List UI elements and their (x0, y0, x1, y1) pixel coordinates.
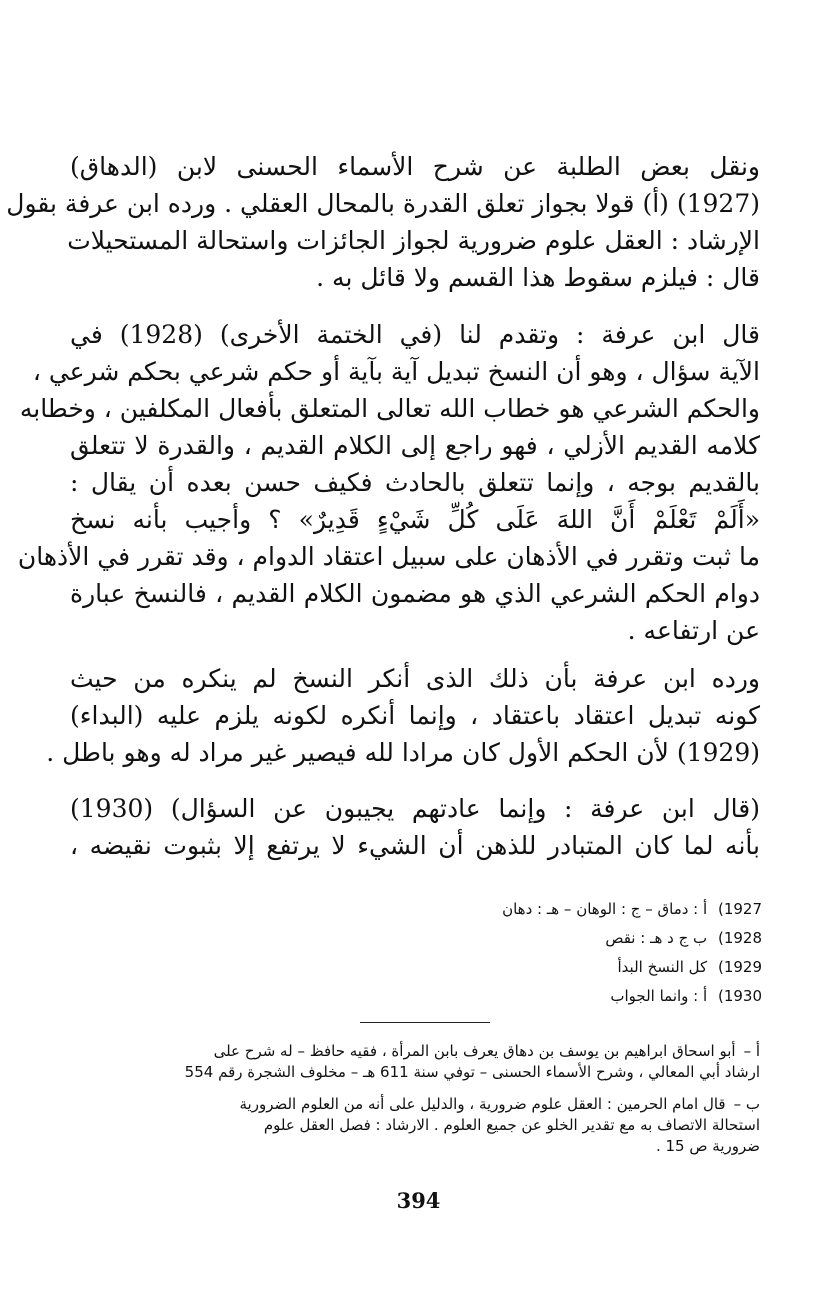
variant-note-number: 1927) (717, 900, 762, 918)
text-line: (1927) (أ) قولا بجواز تعلق القدرة بالمحال العقلي . ورده ابن عرفة بقول (6, 189, 760, 218)
variant-note (342, 895, 762, 924)
paragraph-2 (17, 316, 760, 649)
variant-note (342, 953, 762, 982)
text-line: قال ابن عرفة : وتقدم لنا (في الختمة الأخرى) (1928) في (70, 320, 760, 349)
variant-note-number: 1928) (717, 929, 762, 947)
text-line: ورده ابن عرفة بأن ذلك الذى أنكر النسخ لم ينكره من حيث (70, 664, 760, 693)
paragraph-3 (46, 660, 760, 771)
footnote-divider (360, 1022, 490, 1023)
footnote-line (85, 1094, 760, 1115)
footnote-marker: ب – (733, 1095, 760, 1113)
footnote-b (85, 1094, 760, 1157)
text-line: كلامه القديم الأزلي ، فهو راجع إلى الكلام القديم ، والقدرة لا تتعلق (70, 431, 760, 460)
variant-note-number: 1930) (717, 987, 762, 1005)
footnote-text: أبو اسحاق ابراهيم بن يوسف بن دهاق يعرف بابن المرأة ، فقيه حافظ – له شرح على (213, 1042, 736, 1060)
text-line: ونقل بعض الطلبة عن شرح الأسماء الحسنى لابن (الدهاق) (70, 152, 760, 181)
page-number: 394 (396, 1188, 441, 1213)
text-line: قال : فيلزم سقوط هذا القسم ولا قائل به . (316, 263, 760, 292)
variant-note-text: كل النسخ البدأ (617, 958, 708, 976)
text-line: والحكم الشرعي هو خطاب الله تعالى المتعلق بأفعال المكلفين ، وخطابه (19, 394, 760, 423)
paragraph-4 (70, 790, 760, 864)
text-line: الإرشاد : العقل علوم ضرورية لجواز الجائزات واستحالة المستحيلات (67, 226, 760, 255)
footnote-line: ضرورية ص 15 . (655, 1137, 760, 1155)
paragraph-1 (6, 148, 760, 296)
footnote-a (85, 1041, 760, 1083)
text-line: بالقديم بوجه ، وإنما تتعلق بالحادث فكيف حسن بعده أن يقال : (70, 468, 760, 497)
variant-note (342, 924, 762, 953)
footnote-line (85, 1041, 760, 1062)
text-line: دوام الحكم الشرعي الذي هو مضمون الكلام القديم ، فالنسخ عبارة (70, 579, 760, 608)
variant-note (342, 982, 762, 1011)
text-line: (1929) لأن الحكم الأول كان مرادا لله فيصير غير مراد له وهو باطل . (46, 738, 760, 767)
text-line: بأنه لما كان المتبادر للذهن أن الشيء لا يرتفع إلا بثبوت نقيضه ، (70, 831, 760, 860)
text-line: عن ارتفاعه . (627, 616, 760, 645)
variant-note-text: أ : وانما الجواب (610, 987, 708, 1005)
quran-quote-line: «أَلَمْ تَعْلَمْ أَنَّ اللهَ عَلَى كُلِّ شَيْءٍ قَدِيرٌ» ؟ وأجيب بأنه نسخ (70, 505, 760, 534)
variant-note-text: ب ج د هـ : نقص (605, 929, 708, 947)
footnote-text: قال امام الحرمين : العقل علوم ضرورية ، والدليل على أنه من العلوم الضرورية (239, 1095, 726, 1113)
text-line: الآية سؤال ، وهو أن النسخ تبديل آية بآية أو حكم شرعي بحكم شرعي ، (32, 357, 760, 386)
variant-readings-footnotes (342, 895, 762, 1011)
text-line: ما ثبت وتقرر في الأذهان على سبيل اعتقاد الدوام ، وقد تقرر في الأذهان (17, 542, 760, 571)
footnote-line: استحالة الاتصاف به مع تقدير الخلو عن جميع العلوم . الارشاد : فصل العقل علوم (263, 1116, 760, 1134)
variant-note-text: أ : دماق – ج : الوهان – هـ : دهان (502, 900, 708, 918)
variant-note-number: 1929) (717, 958, 762, 976)
text-line: كونه تبديل اعتقاد باعتقاد ، وإنما أنكره لكونه يلزم عليه (البداء) (70, 701, 760, 730)
text-line: (قال ابن عرفة : وإنما عادتهم يجيبون عن السؤال) (1930) (70, 794, 760, 823)
footnote-line: ارشاد أبي المعالي ، وشرح الأسماء الحسنى – توفي سنة 611 هـ – مخلوف الشجرة رقم 554 (184, 1063, 760, 1081)
footnote-marker: أ – (743, 1042, 760, 1060)
